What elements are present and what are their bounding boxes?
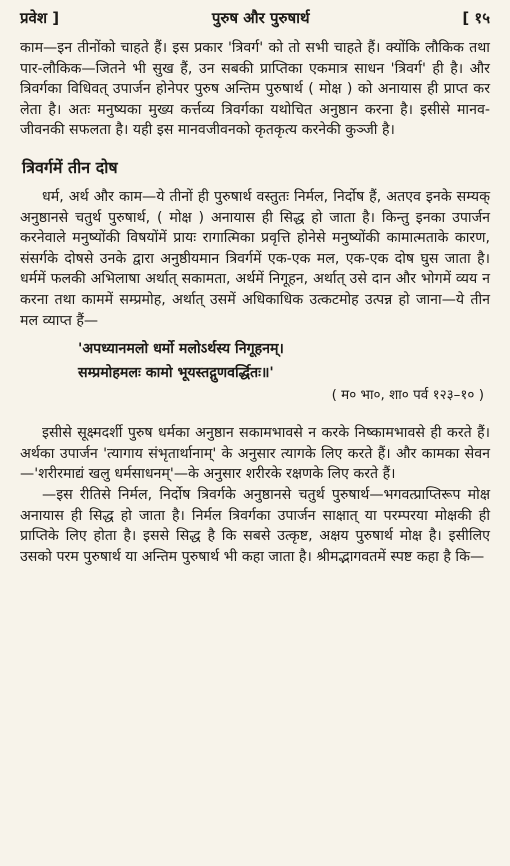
verse-line-1: 'अपध्यानमलो धर्मो मलोऽर्थस्य निगूहनम्। [78,341,284,358]
running-header [20,8,490,38]
page-number: [ १५ [462,9,490,27]
header-section: प्रवेश ] [20,9,60,27]
verse-line-2: सम्प्रमोहमलः कामो भूयस्तद्गुणवर्द्धितः॥' [78,365,274,382]
paragraph-4: —इस रीतिसे निर्मल, निर्दोष त्रिवर्गके अनुष्ठानसे चतुर्थ पुरुषार्थ—भगवत्प्राप्तिरूप मोक्ष अनायास ही सिद्ध हो जाता है। निर्मल त्रिवर्गका उपार्जन साक्षात् या परम्परया मोक्षकी ही प्राप्तिके लिए होता है। इससे सिद्ध है कि सबसे उत्कृष्ट, अक्षय पुरुषार्थ मोक्ष है। इसीलिए उसको परम पुरुषार्थ या अन्तिम पुरुषार्थ भी कहा जाता है। श्रीमद्भागवतमें स्पष्ट कहा है कि— [20,486,490,565]
paragraph-3: इसीसे सूक्ष्मदर्शी पुरुष धर्मका अनुष्ठान सकामभावसे न करके निष्कामभावसे ही करते हैं। अर्थका उपार्जन 'त्यागाय संभृतार्थानाम्' के अनुसार त्यागके लिए करते हैं। और कामका सेवन—'शरीरमाद्यं खलु धर्मसाधनम्'—के अनुसार शरीरके रक्षणके लिए करते हैं। [20,425,490,483]
header-title: पुरुष और पुरुषार्थ [211,9,310,27]
section-heading: त्रिवर्गमें तीन दोष [22,157,118,177]
verse-quote [20,337,490,405]
paragraph-1: काम—इन तीनोंको चाहते हैं। इस प्रकार 'त्रिवर्ग' को तो सभी चाहते हैं। क्योंकि लौकिक तथा पार-लौकिक—जितने भी सुख हैं, उन सबकी प्राप्तिका एकमात्र साधन 'त्रिवर्ग' ही है। और त्रिवर्गका विधिवत् उपार्जन होनेपर पुरुष अन्तिम पुरुषार्थ ( मोक्ष ) को अनायास ही प्राप्त कर लेता है। अतः मनुष्यका मुख्य कर्त्तव्य त्रिवर्गका यथोचित अनुष्ठान करना है। इसीसे मानव-जीवनकी सफलता है। यही इस मानवजीवनको कृतकृत्य करनेकी कुञ्जी है। [20,40,490,139]
paragraph-2: धर्म, अर्थ और काम—ये तीनों ही पुरुषार्थ वस्तुतः निर्मल, निर्दोष हैं, अतएव इनके सम्यक् अनुष्ठानसे चतुर्थ पुरुषार्थ, ( मोक्ष ) अनायास ही सिद्ध हो जाता है। किन्तु इनका उपार्जन करनेवाले मनुष्योंकी विषयोंमें प्रायः रागात्मिका प्रवृत्ति होनेसे मनुष्योंकी कामात्मताके कारण, संसर्गके दोषसे उनके द्वारा अनुष्ठीयमान त्रिवर्गमें एक-एक मल, एक-एक दोष घुस जाता है। धर्ममें फलकी अभिलाषा अर्थात् सकामता, अर्थमें निगूहन, अर्थात् उसे दान और भोगमें व्यय न करना तथा काममें सम्प्रमोह, अर्थात् उसमें अधिकाधिक उत्कटमोह उत्पन्न हो जाना—ये तीन मल व्याप्त हैं— [20,188,490,329]
verse-reference: ( म० भा०, शा० पर्व १२३–१० ) [331,387,484,404]
spacer [20,411,490,423]
